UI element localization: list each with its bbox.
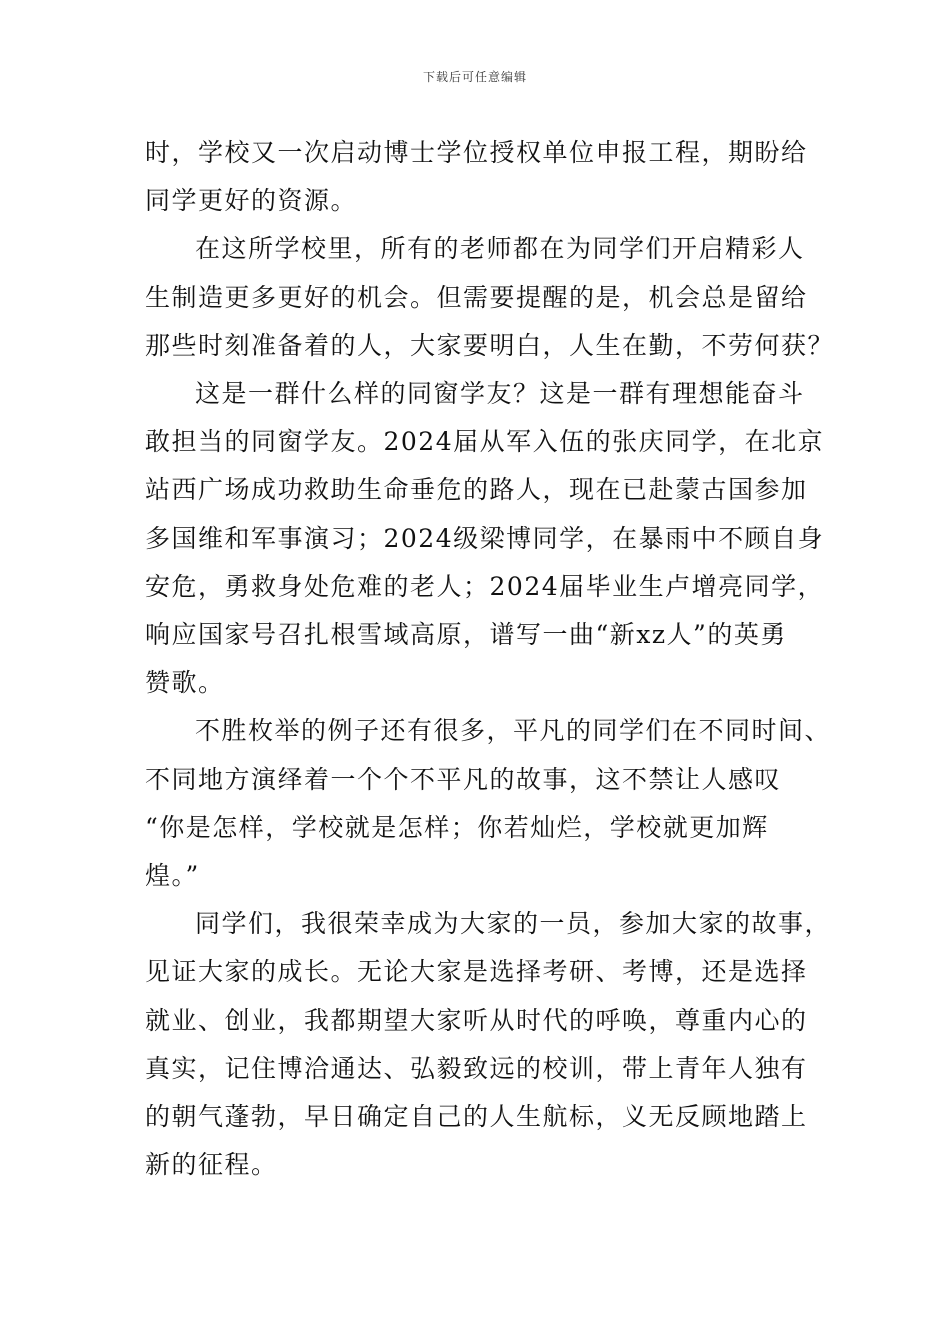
text-line: 安危，勇救身处危难的老人；2024届毕业生卢增亮同学， (145, 571, 825, 601)
paragraph (145, 225, 835, 370)
document-body (145, 129, 835, 1189)
text-line: 不胜枚举的例子还有很多，平凡的同学们在不同时间、 (195, 716, 832, 746)
paragraph (145, 370, 825, 707)
paragraph (145, 129, 808, 225)
text-line: 的朝气蓬勃，早日确定自己的人生航标，义无反顾地踏上 (145, 1102, 808, 1132)
paragraph (145, 707, 832, 900)
text-line: 那些时刻准备着的人，大家要明白，人生在勤，不劳何获？ (145, 330, 835, 360)
text-line: 就业、创业，我都期望大家听从时代的呼唤，尊重内心的 (145, 1005, 808, 1035)
text-line: 敢担当的同窗学友。2024届从军入伍的张庆同学，在北京 (145, 427, 825, 457)
text-line: 同学们，我很荣幸成为大家的一员，参加大家的故事， (195, 909, 832, 939)
text-line: 赞歌。 (145, 668, 225, 698)
text-line: 煌。” (145, 861, 200, 891)
text-line: 响应国家号召扎根雪域高原，谱写一曲“新xz人”的英勇 (145, 620, 787, 650)
page-header-note: 下载后可任意编辑 (422, 70, 527, 84)
text-line: 多国维和军事演习；2024级梁博同学，在暴雨中不顾自身 (145, 523, 825, 553)
text-line: 生制造更多更好的机会。但需要提醒的是，机会总是留给 (145, 282, 808, 312)
text-line: 真实，记住博洽通达、弘毅致远的校训，带上青年人独有 (145, 1053, 808, 1083)
text-line: 在这所学校里，所有的老师都在为同学们开启精彩人 (195, 234, 805, 264)
text-line: 见证大家的成长。无论大家是选择考研、考博，还是选择 (145, 957, 808, 987)
text-line: 新的征程。 (145, 1150, 278, 1180)
text-line: 不同地方演绎着一个个不平凡的故事，这不禁让人感叹 (145, 764, 782, 794)
text-line: 站西广场成功救助生命垂危的路人，现在已赴蒙古国参加 (145, 475, 808, 505)
paragraph (145, 900, 832, 1189)
text-line: 时，学校又一次启动博士学位授权单位申报工程，期盼给 (145, 138, 808, 167)
text-line: 这是一群什么样的同窗学友？这是一群有理想能奋斗 (195, 379, 805, 409)
text-line: 同学更好的资源。 (145, 186, 358, 216)
text-line: “你是怎样，学校就是怎样；你若灿烂，学校就更加辉 (145, 812, 769, 842)
